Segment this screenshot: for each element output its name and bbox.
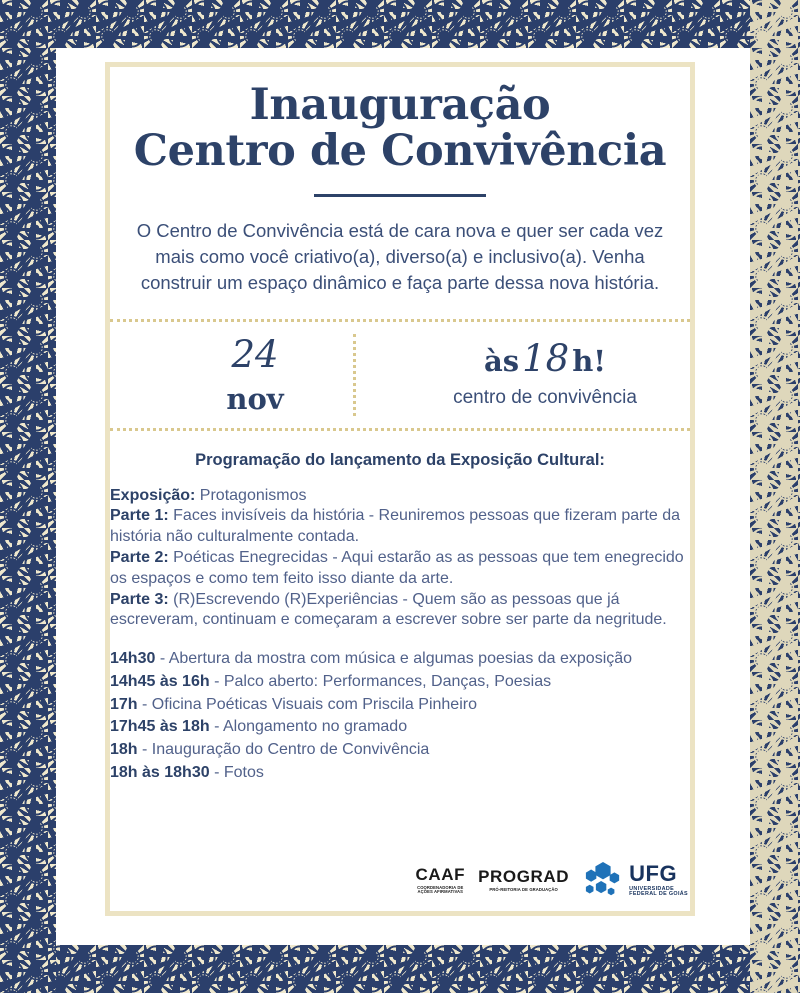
schedule-item	[110, 739, 690, 762]
schedule-item-time: 17h	[110, 695, 138, 713]
time-suffix: h!	[572, 344, 607, 379]
exposition-item-text: Protagonismos	[195, 486, 307, 504]
azulejo-border-top	[0, 0, 800, 48]
exposition-list	[110, 486, 690, 632]
ufg-logo-name: UFG	[629, 860, 678, 886]
title-line-1: Inauguração	[249, 80, 551, 130]
caaf-logo	[415, 866, 465, 894]
page-title	[110, 80, 690, 176]
event-time	[400, 337, 690, 381]
exposition-item	[110, 506, 690, 548]
date-time-vertical-divider	[353, 334, 356, 416]
prograd-subtitle-line-1: PRÓ-REITORIA DE GRADUAÇÃO	[489, 886, 558, 892]
program-heading: Programação do lançamento da Exposição Cultural:	[195, 450, 605, 469]
azulejo-border-bottom	[0, 945, 800, 993]
schedule-item	[110, 671, 690, 694]
schedule-item-text: - Alongamento no gramado	[209, 718, 408, 736]
time-prefix: às	[483, 344, 520, 379]
event-month: nov	[226, 381, 284, 416]
exposition-item	[110, 486, 690, 507]
logo-row	[415, 861, 688, 899]
caaf-subtitle-line-2: AÇÕES AFIRMATIVAS	[417, 889, 464, 894]
exposition-item	[110, 548, 690, 590]
event-venue: centro de convivência	[453, 387, 637, 409]
prograd-logo-name: PROGRAD	[478, 866, 570, 886]
schedule-item-text: - Inauguração do Centro de Convivência	[137, 740, 430, 758]
event-day: 24	[231, 332, 279, 376]
ufg-logo-subtitle	[629, 887, 688, 898]
azulejo-border-right	[750, 0, 800, 993]
time-block	[400, 337, 690, 409]
exposition-item-text: Faces invisíveis da história - Reuniremos pessoas que fizeram parte da história não culturalmente contada.	[110, 507, 681, 546]
date-time-strip	[110, 319, 690, 431]
schedule-item-time: 17h45 às 18h	[110, 718, 210, 736]
schedule-item-text: - Abertura da mostra com música e algumas poesias da exposição	[155, 650, 633, 668]
title-line-2: Centro de Convivência	[133, 125, 667, 176]
schedule-list	[110, 648, 690, 784]
exposition-item-text: Poéticas Enegrecidas - Aqui estarão as as pessoas que tem enegrecido os espaços e como tem feito isso diante da arte.	[110, 548, 684, 587]
poster-content	[110, 67, 690, 911]
exposition-item-text: (R)Escrevendo (R)Experiências - Quem são as pessoas que já escreveram, continuam e começaram a escrever sobre ser parte da negritude.	[110, 590, 667, 629]
date-block	[110, 332, 400, 416]
exposition-item-label: Exposição:	[110, 486, 196, 504]
schedule-item	[110, 762, 690, 785]
ufg-subtitle-line-1: UNIVERSIDADE	[629, 885, 675, 892]
caaf-logo-name: CAAF	[415, 864, 466, 884]
schedule-item-time: 14h30	[110, 650, 156, 668]
ufg-hexagon-icon	[582, 861, 624, 899]
time-number: 18	[522, 337, 570, 381]
schedule-item	[110, 648, 690, 671]
title-block	[110, 67, 690, 197]
azulejo-border-left	[0, 0, 56, 993]
intro-paragraph: O Centro de Convivência está de cara nova e quer ser cada vez mais como você criativo(a), diverso(a) e inclusivo(a). Venha construir um espaço dinâmico e faça parte dessa nova história.	[136, 219, 664, 294]
title-divider-rule	[314, 194, 486, 197]
schedule-item-time: 18h às 18h30	[110, 763, 210, 781]
schedule-item-text: - Oficina Poéticas Visuais com Priscila Pinheiro	[137, 695, 477, 713]
schedule-item	[110, 716, 690, 739]
ufg-logo	[582, 861, 688, 899]
ufg-wordmark	[629, 860, 688, 898]
exposition-item	[110, 590, 690, 632]
exposition-item-label: Parte 2:	[110, 548, 169, 566]
exposition-item-label: Parte 3:	[110, 590, 169, 608]
exposition-item-label: Parte 1:	[110, 507, 169, 525]
prograd-logo	[478, 868, 569, 892]
schedule-item	[110, 694, 690, 717]
schedule-item-text: - Fotos	[209, 763, 264, 781]
caaf-logo-subtitle	[415, 886, 465, 894]
caaf-subtitle-line-1: COORDENADORIA DE	[417, 884, 464, 890]
schedule-item-time: 14h45 às 16h	[110, 672, 210, 690]
prograd-logo-subtitle	[478, 888, 569, 892]
ufg-subtitle-line-2: FEDERAL DE GOIÁS	[629, 891, 688, 897]
schedule-item-text: - Palco aberto: Performances, Danças, Poesias	[209, 672, 552, 690]
schedule-item-time: 18h	[110, 740, 138, 758]
